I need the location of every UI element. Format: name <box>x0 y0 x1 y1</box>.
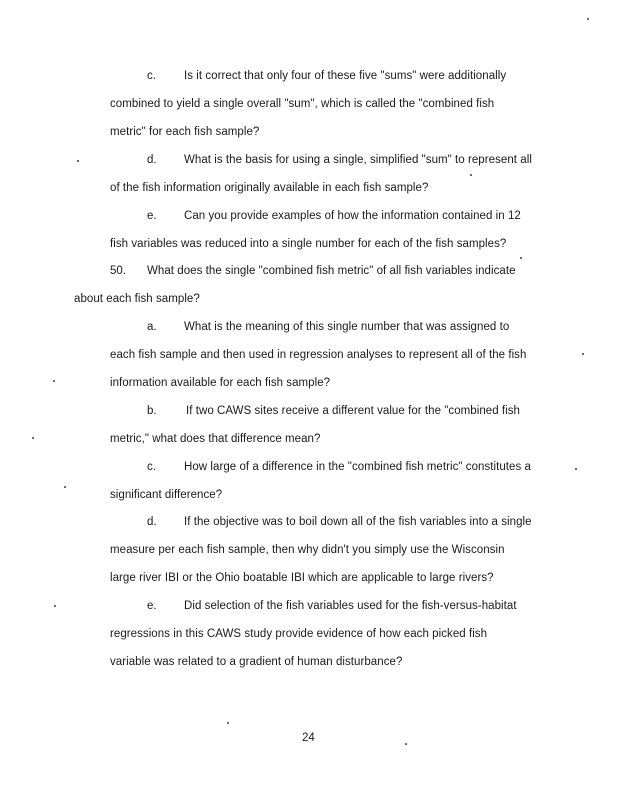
text-line: variable was related to a gradient of human disturbance? <box>110 656 403 668</box>
text-line: combined to yield a single overall "sum", which is called the "combined fish <box>110 98 495 110</box>
text-line: large river IBI or the Ohio boatable IBI which are applicable to large rivers? <box>110 572 494 584</box>
scan-speck <box>53 380 55 382</box>
text-line: metric," what does that difference mean? <box>110 433 321 445</box>
text-line: What is the meaning of this single number that was assigned to <box>184 321 510 333</box>
page-number: 24 <box>302 732 315 744</box>
scan-speck <box>227 722 229 724</box>
text-line: fish variables was reduced into a single number for each of the fish samples? <box>110 238 507 250</box>
item-marker: c. <box>147 461 156 473</box>
item-marker: e. <box>147 210 157 222</box>
scan-speck <box>54 605 56 607</box>
text-line: If the objective was to boil down all of the fish variables into a single <box>184 516 532 528</box>
item-marker: b. <box>147 405 157 417</box>
item-marker: c. <box>147 70 156 82</box>
scan-speck <box>77 160 79 162</box>
text-line: Is it correct that only four of these five "sums" were additionally <box>184 70 507 82</box>
text-line: metric" for each fish sample? <box>110 126 260 138</box>
text-line: of the fish information originally available in each fish sample? <box>110 182 429 194</box>
text-line: What does the single "combined fish metric" of all fish variables indicate <box>147 265 516 277</box>
scan-speck <box>470 174 472 176</box>
text-line: about each fish sample? <box>74 293 200 305</box>
text-line: If two CAWS sites receive a different value for the "combined fish <box>186 405 521 417</box>
scan-speck <box>405 743 407 745</box>
item-marker: a. <box>147 321 157 333</box>
text-line: measure per each fish sample, then why didn't you simply use the Wisconsin <box>110 544 505 556</box>
text-line: information available for each fish sample? <box>110 377 331 389</box>
text-line: How large of a difference in the "combined fish metric" constitutes a <box>184 461 531 473</box>
scan-speck <box>587 18 589 20</box>
scan-speck <box>32 437 34 439</box>
scan-speck <box>575 468 577 470</box>
text-line: each fish sample and then used in regression analyses to represent all of the fish <box>110 349 527 361</box>
question-number: 50. <box>110 265 126 277</box>
item-marker: d. <box>147 516 157 528</box>
scan-speck <box>520 257 522 259</box>
scan-speck <box>64 486 66 488</box>
text-line: Can you provide examples of how the information contained in 12 <box>184 210 521 222</box>
text-line: Did selection of the fish variables used for the fish-versus-habitat <box>184 600 517 612</box>
text-line: significant difference? <box>110 489 223 501</box>
item-marker: d. <box>147 154 157 166</box>
text-line: regressions in this CAWS study provide evidence of how each picked fish <box>110 628 488 640</box>
scan-speck <box>582 353 584 355</box>
item-marker: e. <box>147 600 157 612</box>
text-line: What is the basis for using a single, simplified "sum" to represent all <box>184 154 532 166</box>
